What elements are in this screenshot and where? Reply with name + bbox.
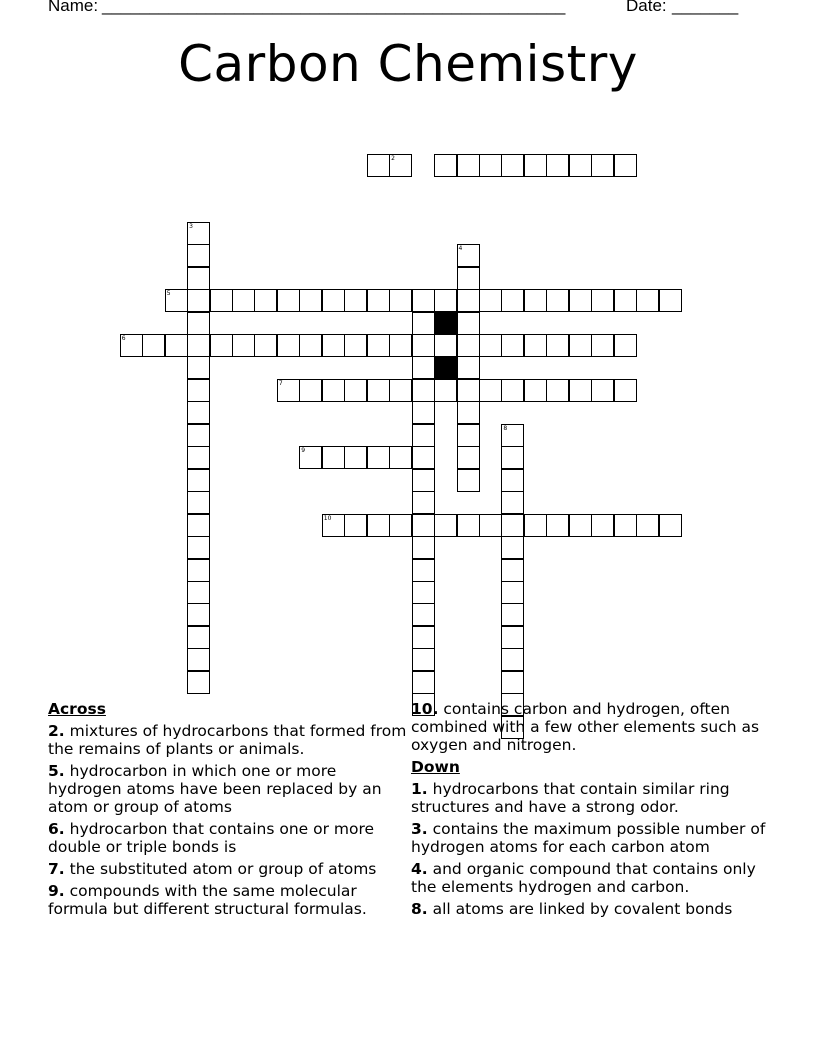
grid-cell[interactable] [524, 289, 547, 312]
grid-cell[interactable] [569, 514, 592, 537]
grid-cell[interactable] [501, 648, 524, 671]
grid-cell[interactable] [569, 379, 592, 402]
name-label: Name: [48, 0, 99, 15]
grid-cell[interactable] [457, 379, 480, 402]
grid-cell[interactable] [187, 401, 210, 424]
grid-cell[interactable] [412, 626, 435, 649]
grid-cell[interactable] [412, 671, 435, 694]
grid-cell[interactable] [322, 379, 345, 402]
grid-cell[interactable] [389, 446, 412, 469]
cell-number: 2 [391, 155, 395, 163]
grid-cell[interactable] [187, 312, 210, 335]
grid-cell[interactable] [501, 491, 524, 514]
clue-number: 2. [48, 722, 65, 740]
grid-cell[interactable] [344, 289, 367, 312]
grid-cell[interactable] [367, 154, 390, 177]
grid-cell[interactable] [434, 289, 457, 312]
grid-cell[interactable] [412, 603, 435, 626]
clue-number: 1. [411, 780, 428, 798]
grid-cell[interactable] [501, 581, 524, 604]
date-field[interactable]: _______ [672, 0, 739, 15]
grid-cell[interactable] [322, 334, 345, 357]
black-cell [434, 356, 457, 379]
grid-cell[interactable] [457, 154, 480, 177]
clue-text: hydrocarbon in which one or more hydrogen atoms have been replaced by an atom or group of atoms [48, 762, 382, 816]
clue-number: 5. [48, 762, 65, 780]
grid-cell[interactable] [501, 446, 524, 469]
grid-cell[interactable] [614, 379, 637, 402]
grid-cell[interactable] [367, 334, 390, 357]
grid-cell[interactable] [277, 334, 300, 357]
grid-cell[interactable] [457, 446, 480, 469]
grid-cell[interactable] [412, 401, 435, 424]
grid-cell[interactable] [367, 379, 390, 402]
cell-number: 5 [166, 290, 171, 298]
grid-cell[interactable] [591, 289, 614, 312]
grid-cell[interactable] [546, 334, 569, 357]
clues-left-column [48, 700, 408, 922]
grid-cell[interactable] [412, 356, 435, 379]
grid-cell[interactable] [501, 671, 524, 694]
cell-number: 10 [323, 514, 332, 522]
grid-cell[interactable] [187, 222, 210, 245]
grid-cell[interactable] [479, 334, 502, 357]
grid-cell[interactable] [299, 334, 322, 357]
grid-cell[interactable] [187, 603, 210, 626]
grid-cell[interactable] [367, 446, 390, 469]
grid-cell[interactable] [501, 424, 524, 447]
grid-cell[interactable] [210, 289, 233, 312]
grid-cell[interactable] [457, 334, 480, 357]
grid-cell[interactable] [187, 267, 210, 290]
grid-cell[interactable] [457, 514, 480, 537]
grid-cell[interactable] [389, 154, 412, 177]
grid-cell[interactable] [412, 446, 435, 469]
grid-cell[interactable] [546, 289, 569, 312]
clues-right-column [411, 700, 781, 922]
clue-text: hydrocarbon that contains one or more double or triple bonds is [48, 820, 375, 856]
grid-cell[interactable] [569, 289, 592, 312]
grid-cell[interactable] [412, 514, 435, 537]
clue-across-7 [48, 860, 408, 878]
grid-cell[interactable] [412, 289, 435, 312]
grid-cell[interactable] [389, 289, 412, 312]
grid-cell[interactable] [457, 289, 480, 312]
grid-cell[interactable] [367, 514, 390, 537]
grid-cell[interactable] [187, 626, 210, 649]
grid-cell[interactable] [659, 289, 682, 312]
grid-cell[interactable] [142, 334, 165, 357]
grid-cell[interactable] [187, 424, 210, 447]
grid-cell[interactable] [187, 648, 210, 671]
grid-cell[interactable] [322, 514, 345, 537]
grid-cell[interactable] [187, 379, 210, 402]
grid-cell[interactable] [501, 559, 524, 582]
grid-cell[interactable] [546, 379, 569, 402]
grid-cell[interactable] [591, 379, 614, 402]
clue-number: 7. [48, 860, 65, 878]
grid-cell[interactable] [165, 334, 188, 357]
clue-text: the substituted atom or group of atoms [64, 860, 377, 878]
clue-down-1 [411, 780, 781, 816]
grid-cell[interactable] [614, 154, 637, 177]
grid-cell[interactable] [501, 379, 524, 402]
grid-cell[interactable] [412, 559, 435, 582]
cell-number: 8 [503, 424, 508, 432]
grid-cell[interactable] [457, 424, 480, 447]
clue-number: 10. [411, 700, 439, 718]
down-heading: Down [411, 758, 460, 776]
clue-down-8 [411, 900, 781, 918]
grid-cell[interactable] [187, 671, 210, 694]
cell-number: 9 [301, 447, 306, 455]
grid-cell[interactable] [299, 289, 322, 312]
clue-across-9 [48, 882, 408, 918]
clue-number: 8. [411, 900, 428, 918]
grid-cell[interactable] [210, 334, 233, 357]
grid-cell[interactable] [187, 289, 210, 312]
grid-cell[interactable] [591, 334, 614, 357]
grid-cell[interactable] [322, 446, 345, 469]
clue-number: 3. [411, 820, 428, 838]
grid-cell[interactable] [614, 514, 637, 537]
grid-cell[interactable] [367, 289, 390, 312]
grid-cell[interactable] [344, 446, 367, 469]
cell-number: 7 [278, 379, 283, 387]
grid-cell[interactable] [299, 379, 322, 402]
grid-cell[interactable] [412, 334, 435, 357]
grid-cell[interactable] [187, 581, 210, 604]
grid-cell[interactable] [412, 424, 435, 447]
clue-down-3 [411, 820, 781, 856]
clue-down-4 [411, 860, 781, 896]
grid-cell[interactable] [479, 379, 502, 402]
grid-cell[interactable] [187, 469, 210, 492]
grid-cell[interactable] [636, 289, 659, 312]
grid-cell[interactable] [389, 334, 412, 357]
clue-across-2 [48, 722, 408, 758]
grid-cell[interactable] [501, 469, 524, 492]
grid-cell[interactable] [389, 514, 412, 537]
clue-text: and organic compound that contains only the elements hydrogen and carbon. [411, 860, 756, 896]
clue-text: contains carbon and hydrogen, often combined with a few other elements such as oxygen and nitrogen. [411, 700, 760, 754]
grid-cell[interactable] [299, 446, 322, 469]
grid-cell[interactable] [479, 289, 502, 312]
date-label: Date: [626, 0, 667, 15]
clue-text: hydrocarbons that contain similar ring structures and have a strong odor. [411, 780, 730, 816]
grid-cell[interactable] [591, 514, 614, 537]
grid-cell[interactable] [457, 267, 480, 290]
grid-cell[interactable] [501, 536, 524, 559]
clue-text: all atoms are linked by covalent bonds [427, 900, 733, 918]
grid-cell[interactable] [120, 334, 143, 357]
grid-cell[interactable] [412, 379, 435, 402]
clue-text: contains the maximum possible number of hydrogen atoms for each carbon atom [411, 820, 766, 856]
grid-cell[interactable] [591, 154, 614, 177]
grid-cell[interactable] [187, 491, 210, 514]
grid-cell[interactable] [524, 514, 547, 537]
grid-cell[interactable] [322, 289, 345, 312]
grid-cell[interactable] [187, 536, 210, 559]
grid-cell[interactable] [412, 648, 435, 671]
grid-cell[interactable] [501, 289, 524, 312]
grid-cell[interactable] [501, 154, 524, 177]
grid-cell[interactable] [636, 514, 659, 537]
grid-cell[interactable] [524, 379, 547, 402]
grid-cell[interactable] [479, 514, 502, 537]
grid-cell[interactable] [254, 289, 277, 312]
grid-cell[interactable] [187, 334, 210, 357]
grid-cell[interactable] [434, 334, 457, 357]
grid-cell[interactable] [614, 289, 637, 312]
grid-cell[interactable] [277, 289, 300, 312]
grid-cell[interactable] [277, 379, 300, 402]
grid-cell[interactable] [187, 514, 210, 537]
across-heading: Across [48, 700, 106, 718]
grid-cell[interactable] [187, 244, 210, 267]
grid-cell[interactable] [434, 154, 457, 177]
grid-cell[interactable] [232, 334, 255, 357]
grid-cell[interactable] [412, 536, 435, 559]
cell-number: 6 [121, 335, 126, 342]
clue-text: compounds with the same molecular formula but different structural formulas. [48, 882, 367, 918]
grid-cell[interactable] [524, 334, 547, 357]
cell-number: 4 [458, 245, 463, 253]
grid-cell[interactable] [569, 334, 592, 357]
grid-cell[interactable] [457, 244, 480, 267]
grid-cell[interactable] [614, 334, 637, 357]
grid-cell[interactable] [254, 334, 277, 357]
grid-cell[interactable] [165, 289, 188, 312]
grid-cell[interactable] [344, 514, 367, 537]
grid-cell[interactable] [187, 356, 210, 379]
clue-number: 4. [411, 860, 428, 878]
grid-cell[interactable] [457, 312, 480, 335]
grid-cell[interactable] [412, 581, 435, 604]
grid-cell[interactable] [412, 469, 435, 492]
black-cell [434, 312, 457, 335]
grid-cell[interactable] [187, 446, 210, 469]
clue-across-5 [48, 762, 408, 816]
grid-cell[interactable] [457, 469, 480, 492]
grid-cell[interactable] [232, 289, 255, 312]
page-title: Carbon Chemistry [178, 35, 638, 93]
grid-cell[interactable] [412, 312, 435, 335]
grid-cell[interactable] [501, 514, 524, 537]
grid-cell[interactable] [546, 514, 569, 537]
grid-cell[interactable] [501, 334, 524, 357]
grid-cell[interactable] [457, 356, 480, 379]
grid-cell[interactable] [434, 514, 457, 537]
clue-across-10 [411, 700, 781, 754]
grid-cell[interactable] [389, 379, 412, 402]
grid-cell[interactable] [569, 154, 592, 177]
grid-cell[interactable] [412, 491, 435, 514]
grid-cell[interactable] [344, 379, 367, 402]
grid-cell[interactable] [501, 626, 524, 649]
grid-cell[interactable] [434, 379, 457, 402]
grid-cell[interactable] [479, 154, 502, 177]
grid-cell[interactable] [659, 514, 682, 537]
clue-number: 6. [48, 820, 65, 838]
grid-cell[interactable] [501, 603, 524, 626]
clue-number: 9. [48, 882, 65, 900]
grid-cell[interactable] [457, 401, 480, 424]
grid-cell[interactable] [187, 559, 210, 582]
clue-across-6 [48, 820, 408, 856]
grid-cell[interactable] [344, 334, 367, 357]
cell-number: 3 [189, 222, 193, 230]
grid-cell[interactable] [524, 154, 547, 177]
grid-cell[interactable] [546, 154, 569, 177]
clue-text: mixtures of hydrocarbons that formed from the remains of plants or animals. [48, 722, 407, 758]
name-field[interactable]: _________________________________________________ [102, 0, 566, 15]
